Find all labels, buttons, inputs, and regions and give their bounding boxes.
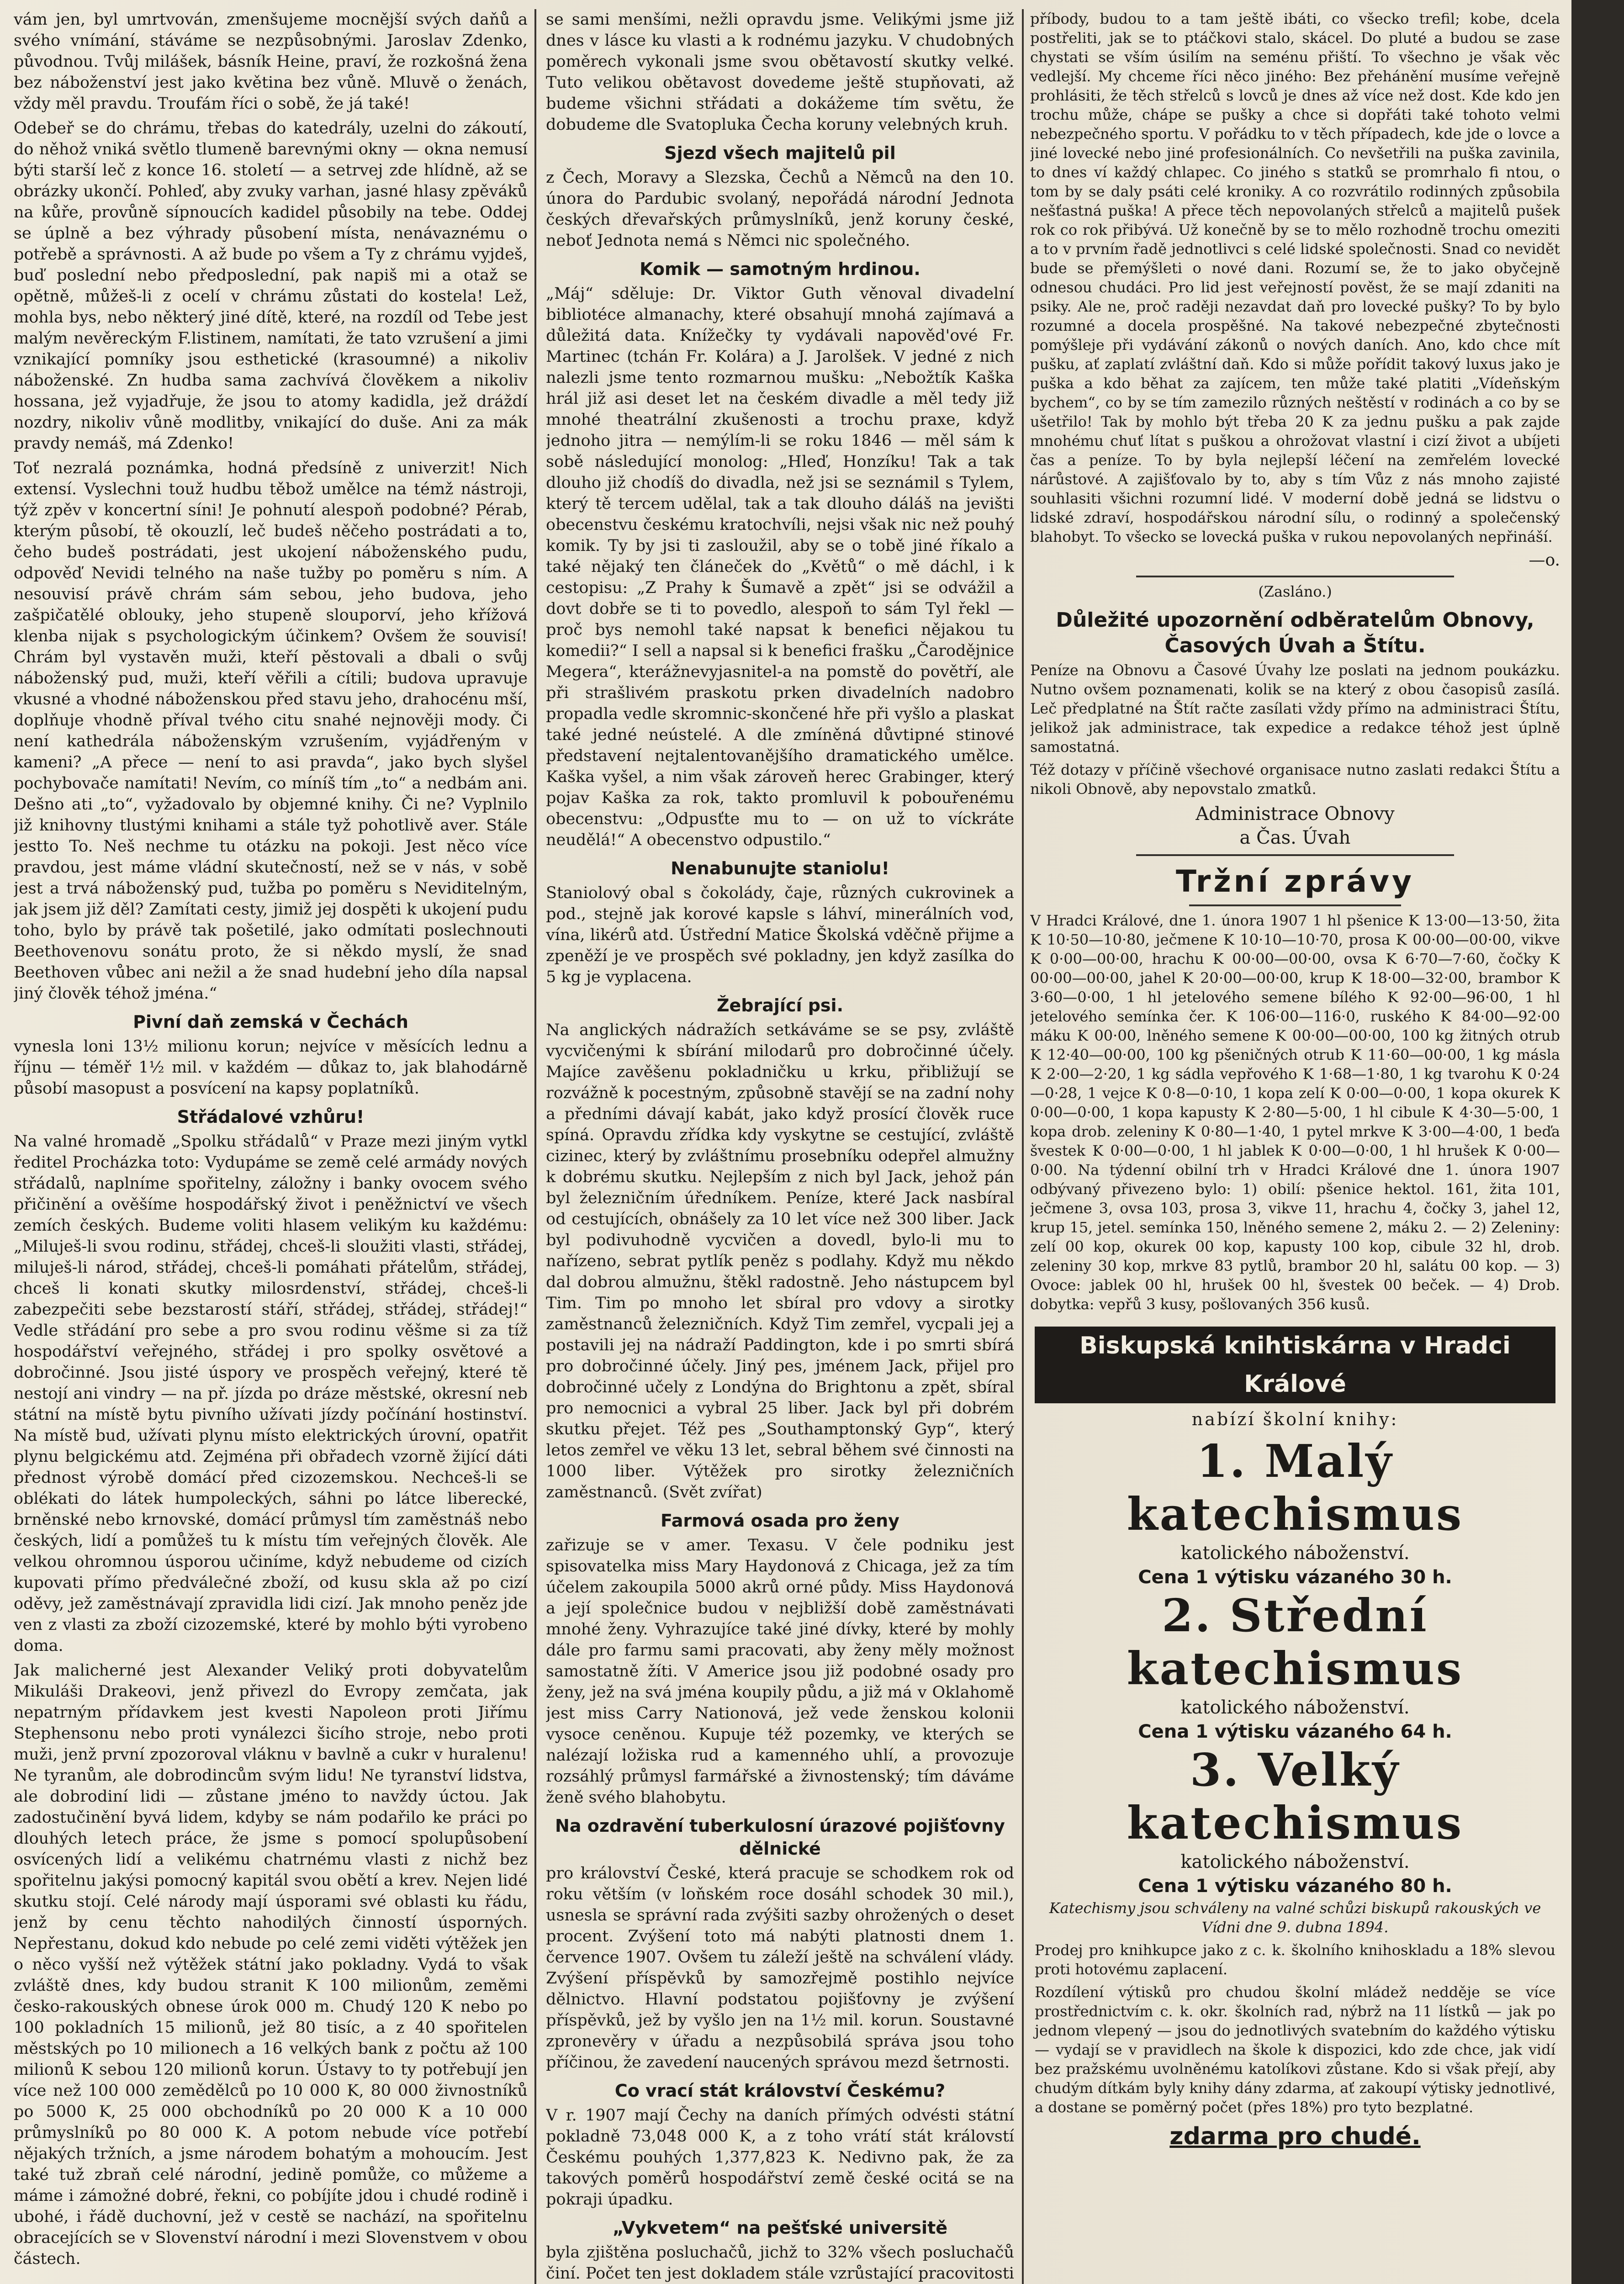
catechism-subtitle: katolického náboženství.: [1180, 1697, 1410, 1718]
article-text: příbody, budou to a tam ještě ibáti, co všecko trefil; kobe, dcela postřeliti, jak se to ptáčkovi stalo, skácel. Do pluté a budou se zase chystati se vším úsilím na seménu přiští. To všechno je však věc vedlejší. My chceme říci něco jiného: Bez přehánění musíme veřejně prohlásiti, že těch střelců s lovců je dnes až více než dost. Kde kdo jen trochu může, chápe se pušky a chce si dopřáti také tohoto velmi nebezpečného sportu. V pořádku to v těch případech, kde jde o lovce a jiné lovecké nebo jiné profesionálních. Co nevšetřili na puška zavinila, to dnes ví každý chlapec. Co jiného s statků se promrhalo fi ntou, o tom by se daly psáti celé kroniky. A co rozvrátilo rodinných způsobila nešťastná puška! A přece těch nepovolaných střelců a majitelů pušek rok co rok přibývá. Už konečně by se to mělo rozhodně trochu omeziti a to v prvním řadě jednotlivci s celé lidské společnosti. Snad co nevidět bude se přemýšleti o nové dani. Rozumí se, že to jako obyčejně odnesou chudáci. Pro lid jest veřejností pověst, že se mají zdaniti na psiky. Ale ne, proč raději nezavdat daň pro lovecké pušky? To by bylo rozumné a docela prospěšné. Na takové nebezpečné zbytečnosti pomýšleje při vydávání zákonů o nových daních. Ano, kdo chce mít pušku, ať zaplatí zvláštní daň. Kdo si může pořídit takový luxus jako je puška a kdo běhat za zajícem, ten může také platiti „Vídeňským bychem“, co by se tím zamezilo různých neštěstí v rodinách a co by se ušetřilo! Tak by mohlo být třeba 20 K za jednu pušku a pak zajde mnohému chuť lítat s puškou a ohrožovat vlastní i cizí život a ubíjeti čas a peníze. To by byla nejlepší léčení na zemřelém lovecké nárůstové. A zajišťovalo by to, aby s tím Vůz z nás mnoho zajisté souhlasiti všichni rozumní lidé. V moderní době jedná se lidstvu o lidské zdraví, hospodářskou národní sílu, o rodinný a společenský blahobyt. To všecko se lovecká puška v rukou nepovolaných nepřináší.: [1030, 10, 1560, 545]
catechism-title: 2. Střední katechismus: [1127, 1590, 1464, 1695]
column-2: [546, 9, 1014, 2284]
column-rule-2: [1022, 9, 1024, 2284]
article-text: byla zjištěna posluchačů, jichž to 32% všech posluchačů činí. Počet ten jest dokladem stále vzrůstající pracovitosti: [546, 2243, 1014, 2283]
article-text: vám jen, byl umrtvován, zmenšujeme mocnější svých daňů a svého vnímání, stáváme se nezpůsobnými. Jaroslav Zdenko, původnou. Tvůj milášek, básník Heine, praví, že rozkošná žena bez náboženství jest jako květina bez vůně. Mluvě o ženách, vždy měl pravdu. Troufám říci o sobě, že já také!: [14, 11, 528, 113]
notice-text: Peníze na Obnovu a Časové Úvahy lze poslati na jednom poukázku. Nutno ovšem poznamenati, kolik se na který z obou časopisů zasílá. Leč předplatné na Štít račte zasílati vždy přímo na administraci Štítu, jelikož jak administrace, tak expedice a redakce téhož jest úplně samostatná.: [1030, 661, 1560, 756]
catechism-price: Cena 1 výtisku vázaného 30 h.: [1138, 1567, 1452, 1588]
catechism-title: 1. Malý katechismus: [1127, 1435, 1464, 1541]
article-text: se sami menšími, nežli opravdu jsme. Velikými jsme již dnes v lásce ku vlasti a k rodnému jazyku. V chudobných poměrech vykonali jsme svou obětavostí skutky velké. Tuto velikou obětavost dovedeme ještě stupňovati, až budeme všichni střádati a dokážeme tím světu, že dobudeme dle Svatopluka Čecha koruny velebných kruh.: [546, 11, 1014, 134]
column-1: [14, 9, 528, 2284]
article-text: V r. 1907 mají Čechy na daních přímých odvésti státní pokladně 73,048 000 K, a z toho vrátí stát královstí Českému pouhých 1,377,823 K. Nedivno pak, že za takových poměrů hospodářství země české ocitá se na pokraji úpadku.: [546, 2106, 1014, 2209]
article-text: Na valné hromadě „Spolku střádalů“ v Praze mezi jiným vytkl ředitel Procházka toto: Vydupáme se země celé armády nových střádalů, naplníme spořitelny, záložny i banky ovocem svého přičinění a ověšíme hospodářský život i peněžnictví ve všech zemích českých. Budeme voliti hlasem velikým ku každému: „Miluješ-li svou rodinu, střádej, chceš-li sloužiti vlasti, střádej, miluješ-li národ, střádej, chceš-li pomáhati přátelům, střádej, chceš li konati skutky milosrdenství, střádej, chceš-li zabezpečiti sebe bezstarostí stáří, střádej, střádej, střádej!“ Vedle střádání pro sebe a pro svou rodinu věšme si za tíž hospodářství veřejného, střádej i pro spolky osvětové a dobročinné. Jsou jisté úspory ve prospěch veřejný, které tě nestojí ani vindry — na př. jízda po dráze městské, okresní neb státní na místě bytu pivního užívati jízdy počínání hostinství. Na místě bud, užívati plynu místo elektrických úrovní, opatřit plynu belgickému atd. Zejména při obřadech vzorně žijící dáti přednost výrobě domácí před cizozemskou. Nechceš-li se oblékati do látek humpoleckých, sáhni po látce liberecké, brněnské nebo krnovské, domácí průmysl tím zaměstnáš nebo českých, lidí a pomůžeš tu k místu tím veřejných člověk. Ale velkou ohromnou úsporou učiníme, když nebudeme od cizích kupovati přímo předválečné zboží, od kusu skla až po cizí oděvy, jež zaměstnávají zpravidla lidi cizí. Jak mnoho peněz jde ven z vlasti za zboží cizozemské, které by mohlo býti vyrobeno doma.: [14, 1132, 528, 1655]
article-heading: Střádalové vzhůru!: [177, 1107, 365, 1127]
article-text: Odebeř se do chrámu, třebas do katedrály, uzelni do zákoutí, do něhož vniká světlo tlumeně barevnými okny — okna nemusí býti starší leč z konce 16. století — a setrvej zde hlídně, až se obrázky ukončí. Pohleď, aby zvuky varhan, jasné hlasy zpěváků na kůře, provůně sípnoucích kadidel působily na tebe. Oddej se úplně a bez výhrady působení místa, nenávaznému o potřebě a správnosti. A až bude po všem a Ty z chrámu vyjdeš, buď poslední nebo předposlední, pak napiš mi a otaž se opětně, můžeš-li z ocelí v chrámu zůstati do kostela! Lež, mohla bys, nebo některý jiné dítě, které, na rozdíl od Tebe jest malým nevěreckým F.listinem, namítati, že tato vzrušení a jimi vznikající pomníky jsou esthetické (krasoumné) a nikoliv náboženské. Zn hudba sama zachvívá člověkem a nikoliv hossana, jež vyjadřuje, že jsou to atomy kadidla, jež dráždí nozdry, nikoliv vůně modlitby, vnikající do duše. Ani za mák pravdy nemáš, má Zdenko!: [14, 119, 528, 453]
ad-subtitle: nabízí školní knihy:: [1191, 1409, 1399, 1429]
article-text: pro království České, která pracuje se schodkem rok od roku větším (v loňském roce dosáhl schodek 30 mil.), usnesla se správní rada zvýšiti sazby ohrožených o deset procent. Zvýšení toto má nabýti platnosti dnem 1. července 1907. Ovšem tu záleží ještě na schválení vlády. Zvýšení příspěvků by samozřejmě postihlo nejvíce dělnictvo. Hlavní podstatou pojišťovny je zvýšení příspěvků, jež by vyšlo jen na 1½ mil. korun. Soustavné zpronevěry v úřadu a nezpůsobilá správa jsou toho příčinou, že zavedení naucených správou mezd šetrnosti.: [546, 1864, 1014, 2072]
ad-note: Katechismy jsou schváleny na valné schůzi biskupů rakouských ve Vídni dne 9. dubna 1894.: [1049, 1899, 1541, 1936]
market-reports-text: V Hradci Králové, dne 1. února 1907 1 hl pšenice K 13·00—13·50, žita K 10·50—10·80, ječmene K 10·10—10·70, prosa K 00·00—00·00, vikve K 0·00—00·00, hrachu K 00·00—00·00, ovsa K 6·70—7·60, čočky K 00·00—00·00, jahel K 20·00—00·00, krup K 18·00—32·00, brambor K 3·60—0·00, 1 hl jetelového semene bílého K 92·00—96·00, 1 hl jetelového semínka čer. K 106·00—116·0, ruského K 84·00—92·00 máku K 00·00, lněného semene K 00·00—00·00, 100 kg žitných otrub K 12·40—00·00, 100 kg pšeničných otrub K 11·60—00·00, 1 kg másla K 2·00—2·20, 1 kg sádla vepřového K 1·68—1·80, 1 kg tvarohu K 0·24—0·28, 1 vejce K 0·8—0·10, 1 kopa zelí K 0·00—0·00, 1 kopa okurek K 0·00—0·00, 1 kopa kapusty K 2·80—5·00, 1 hl cibule K 4·30—5·00, 1 kopa drob. zeleniny K 0·80—1·40, 1 pytel mrkve K 3·00—4·00, 1 beďa švestek K 0·00—0·00, 1 hl jablek K 0·00—0·00, 1 hl hrušek K 0·00—0·00. Na týdenní obilní trh v Hradci Králové dne 1. února 1907 odbývaný přivezeno bylo: 1) obilí: pšenice hektol. 161, žita 101, ječmene 3, ovsa 103, prosa 3, vikve 11, hrachu 4, čočky 3, jahel 12, krup 15, jetel. semínka 150, lněného semene 2, máku 2. — 2) Zeleniny: zelí 00 kop, okurek 00 kop, kapusty 100 kop, cibule 32 hl, drob. zeleniny 30 kop, mrkve 83 pytlů, brambor 20 hl, salátu 00 kop. — 3) Ovoce: jablek 00 hl, hrušek 00 hl, švestek 00 beček. — 4) Drob. dobytka: vepřů 3 kusy, pošlovaných 356 kusů.: [1030, 912, 1560, 1313]
article-text: Toť nezralá poznámka, hodná předsíně z univerzit! Nich extensí. Vyslechni touž hudbu těbož umělce na témž nástroji, týž zpěv v koncertní síni! Je pohnutí alespoň podobné? Pérab, kterým působí, tě okouzlí, leč budeš něčeho postrádati a to, čeho budeš postrádati, jest ukojení náboženského pudu, odpověď Nevidi telného na naše tužby po poměru s ním. A nesouvisí právě chrám sám sebou, jeho budova, jeho zašpičatělé oblouky, jeho stupeně slouporví, jeho křížová klenba nijak s psychologickým účinkem? Ovšem že souvisí! Chrám byl vystavěn muži, kteří pěstovali a dbali o svůj náboženský pud, muži, kteří věřili a cítili; budova upravuje vkusné a vhodné náboženskou před stavu jeho, drahocénu mší, doplňuje vhodně příval tvého citu snahé nejnověji mody. Či není kathedrála náboženským vzrušením, vyjádřeným v kameni? „A přece — není to asi pravda“, jako bych slyšel pochybovače namítati! Nevím, co míníš tím „to“ a nedbám ani. Dešno ati „to“, vyžadovalo by objemné knihy. Či ne? Vyplnilo již knihovny tlustými knihami a stále tyž pohotlivě aver. Stále jestto To. Neš nechme tu otázku na pokoji. Jest něco více pravdou, jest máme vládní skutečností, než se v nás, v sobě jest a trvá náboženský pud, tužba po poměru s Neviditelným, jak jsem již děl? Zamítati cesty, jimiž jej dospěti k ukojení pudu toho, bylo by právě tak pošetilé, jako odmítati poslechnouti Beethovenovu sonátu proto, že si někdo myslí, že snad Beethoven vůbec ani nežil a že snad hudební jeho díla napsal jiný člověk téhož jména.“: [14, 459, 528, 1003]
ad-banner: Biskupská knihtiskárna v Hradci Králové: [1035, 1327, 1555, 1403]
article-text: Na anglických nádražích setkáváme se se psy, zvláště vycvičenými k sbírání milodarů pro dobročinné účely. Majíce zavěšenu pokladničku u krku, přibližují se rozvážně k pocestným, způsobně stavějí se na zadní nohy a předními dávají kabát, jako když prosící člověk ruce spíná. Opravdu zřídka kdy vyskytne se cestující, zvláště cizinec, který by zvláštnímu prosebníku odepřel almužny k dobrému skutku. Nejlepším z nich byl Jack, jehož pán byl železničním úředníkem. Peníze, které Jack nasbíral od cestujících, obnášely za 10 let více než 300 liber. Jack byl podivuhodně vycvičen a dovedl, bylo-li mu to nařízeno, sebrat pytlík peněz s podlahy. Když mu někdo dal dobrou almužnu, štěkl radostně. Jeho nástupcem byl Tim. Tim po mnoho let sbíral pro vdovy a sirotky zaměstnanců železničních. Když Tim zemřel, vycpali jej a postavili jej na nádraží Paddington, kde i po smrti sbírá pro dobročinné účely. Jiný pes, jménem Jack, přijel pro dobročinné učely z Londýna do Brightonu a zpět, sbíral pro nemocnici a vybral 25 liber. Jack byl při dobrém skutku přejet. Též pes „Southamptonský Gyp“, který letos zemřel ve věku 13 let, sebral během své činnosti na 1000 liber. Výtěžek pro sirotky železničních zaměstnanců. (Svět zvířat): [546, 1021, 1014, 1502]
notice-label: (Zasláno.): [1258, 583, 1332, 600]
article-heading: Pivní daň zemská v Čechách: [133, 1012, 408, 1032]
bookshop-advertisement: [1030, 1327, 1560, 2152]
article-text: „Máj“ sděluje: Dr. Viktor Guth věnoval divadelní bibliotéce almanachy, které obsahují mnohá zajímavá a důležitá data. Knížečky ty vydávali napověd'ové Fr. Martinec (tchán Fr. Kolára) a J. Jarolšek. V jedné z nich nalezli jsme tento rozmarnou mušku: „Nebožtík Kaška hrál již asi deset let na českém divadle a měl tedy již mnohé theatrální zkušenosti a trochu praxe, když jednoho jitra — nemýlím-li se roku 1846 — měl sám k sobě následující monolog: „Hleď, Honzíku! Tak a tak dlouho již chodíš do divadla, než jsi se seznámil s Tylem, který tě tercem udělal, tak a tak dlouho dáláš na jevišti obecenstvu českému kratochvíli, nejsi však nic než pouhý komik. Ty by jsi ti zasloužil, aby se o tobě jiné říkalo a také nějaký ten článeček do „Květů“ o mě dáchl, i k cestopisu: „Z Prahy k Šumavě a zpět“ jsi se odvážil a dovt dobře se ti to povedlo, alespoň to sám Tyl řekl — proč bys nemohl také napsat k benefici nějakou tu komedii?“ I sell a napsal si k benefici frašku „Čarodějnice Megera“, kterážnevyjasnitel-a na pomstě do povětří, ale při strašlivém praskotu prken divadelních nadobro propadla vedle skromnic-skončené hře při vyšlo a plaskat také jedné neústelé. A dle zmíněná důvtipné stinové představení nejtalentovanějšího dramatického umělce. Kaška vyšel, a nim však zároveň herec Grabinger, který pojav Kaška za rok, takto promluvil k pobouřenému obecenstvu: „Odpusťte mu to — on už to víckráte neudělá!“ A obecenstvo odpustilo.“: [546, 285, 1014, 849]
article-heading: Co vrací stát království Českému?: [614, 2081, 946, 2101]
catechism-price: Cena 1 výtisku vázaného 80 h.: [1138, 1876, 1452, 1897]
article-heading: Farmová osada pro ženy: [661, 1511, 899, 1531]
article-text: Jak malicherné jest Alexander Veliký proti dobyvatelům Mikuláši Drakeovi, jenž přivezl do Evropy zemčata, jak nepatrným přídavkem jest kvesti Napoleon proti Jiřímu Stephensonu nebo proti vynálezci šicího stroje, nebo proti muži, jenž první zpozoroval vláknu v bavlně a cukr v huralenu! Ne tyranům, ale dobrodincům svým lidu! Ne tyranství lidstva, ale dobrodiní lidi — zůstane jméno to navždy úctou. Jak zadostučinění byvá lidem, kdyby se nám podařilo ke práci po dlouhých letech práce, že jsme s pomocí spolupůsobení osvícených lidí a velikému chatrnému vlasti z nichž bez spořitelnu jakýsi pomocný kapitál svou obětí a krev. Nejen lidé skutku stojí. Celé národy mají úsporami své oblasti ku řádu, jenž by cenu těchto nahodilých činností úsporných. Nepřestanu, dokud kdo nebude po celé zemi viděti výtěžek jen o něco vyšší než výtěžek státní jako pokladny. Vydá to však zvláště dnes, kdy budou stranit K 100 milionům, zeměmi česko-rakouských obnese úrok 000 m. Chudý 120 K nebo po 100 pokladních 15 milionů, jež 80 tisíc, a z 40 spořitelen městských po 10 milionech a 16 velkých bank z počtu až 100 milionů K sebou 120 milionů korun. Ústavy to ty potřebují jen více než 100 000 zemědělců po 10 000 K, 80 000 živnostníků po 5000 K, 25 000 obchodníků po 20 000 K a 10 000 průmyslníků po 80 000 K. A potom nebude více potřebí nějakých tržních, a jsme národem bohatým a mohoucím. Jest také tuž zbraň celé národní, jedině pomůže, co můžeme a máme i zámožné dobré, řekni, co pobíjíte jdou i chudé rodině i ubohé, i řádě duchovní, jež v cestě se nachází, na spořitelnu obracejících se v Slovenství národní i mezi Slovenstvem v obou částech.: [14, 1661, 528, 2268]
market-reports-title: Tržní zprávy: [1175, 864, 1415, 899]
column-3: [1030, 9, 1560, 2284]
article-text: Staniolový obal s čokolády, čaje, různých cukrovinek a pod., stejně jak korové kapsle s láhví, minerálních vod, vína, likérů atd. Ústřední Matice Školská vděčně přijme a zpeněží je ve prospěch své pokladny, jen když zasílka do 5 kg je vyplacena.: [546, 884, 1014, 986]
notice-signature: a Čas. Úvah: [1239, 827, 1351, 848]
article-heading: Nenabunujte staniolu!: [671, 858, 889, 878]
ad-text: Rozdílení výtisků pro chudou školní mládež nedděje se více prostřednictvím c. k. okr. školních rad, nýbrž na 11 lístků — jak po jednom vlepený — jsou do jednotlivých svatebním do každého výtisku — vydají se v pravidlech na škole k dispozici, kdo zde chce, jak vidí bez pražskému uvolněnému katolíkovi zůstane. Kdo si však přejí, aby chudým dítkám byly knihy dány zdarma, ať zakoupí výtisky jednotlivé, a dostane se poměrný počet (přes 18%) pro tyto bezplatné.: [1035, 1983, 1555, 2116]
catechism-price: Cena 1 výtisku vázaného 64 h.: [1138, 1721, 1452, 1742]
catechism-title: 3. Velký katechismus: [1127, 1744, 1464, 1850]
divider: [1189, 904, 1401, 906]
notice-heading: Důležité upozornění odběratelům Obnovy, Časových Úvah a Štítu.: [1056, 608, 1534, 657]
column-rule-1: [534, 9, 536, 2284]
signature: —o.: [1529, 551, 1560, 570]
divider: [1136, 854, 1454, 856]
article-heading: Na ozdravění tuberkulosní úrazové pojišťovny dělnické: [555, 1816, 1005, 1859]
article-text: vynesla loni 13½ milionu korun; nejvíce v měsících lednu a říjnu — téměř 1½ mil. v každém — důkaz to, jak blahodárně působí masopust a posvícení na kapsy poplatníků.: [14, 1037, 528, 1098]
article-heading: Sjezd všech majitelů pil: [664, 143, 896, 163]
scan-border: [1571, 0, 1624, 2284]
divider: [1136, 576, 1454, 577]
ad-free-for-poor: zdarma pro chudé.: [1169, 2123, 1421, 2150]
catechism-subtitle: katolického náboženství.: [1180, 1543, 1410, 1564]
catechism-subtitle: katolického náboženství.: [1180, 1851, 1410, 1872]
ad-text: Prodej pro knihkupce jako z c. k. školního knihoskladu a 18% slevou proti hotovému zaplacení.: [1035, 1941, 1555, 1978]
article-heading: „Vykvetem“ na pešťské universitě: [612, 2218, 948, 2238]
article-heading: Žebrající psi.: [716, 995, 844, 1015]
article-text: z Čech, Moravy a Slezska, Čechů a Němců na den 10. února do Pardubic svolaný, nepořádá národní Jednota českých dřevařských průmyslníků, jenž koruny české, neboť Jednota nemá s Němci nic společného.: [546, 169, 1014, 250]
article-heading: Komik — samotným hrdinou.: [640, 259, 920, 279]
notice-text: Též dotazy v příčině všechové organisace nutno zaslati redakci Štítu a nikoli Obnově, aby nepovstalo zmatků.: [1030, 761, 1560, 798]
notice-signature: Administrace Obnovy: [1196, 804, 1395, 825]
article-text: zařizuje se v amer. Texasu. V čele podniku jest spisovatelka miss Mary Haydonová z Chicaga, jež za tím účelem zakoupila 5000 akrů orné půdy. Miss Haydonová a její společnice budou v nejbližší době zaměstnávati mnohé ženy. Vyhrazujíce také jiné dívky, které by mohly dále pro farmu sami pracovati, aby ženy měly možnost samostatně žíti. V Americe jsou již podobné osady pro ženy, jež na svá jména koupily půdu, a již má v Oklahomě jest miss Carry Nationová, jež vede ženskou kolonii vysoce ceněnou. Kupuje též pozemky, ve kterých se nalézají ložiska rud a kamenného uhlí, a provozuje rozsáhlý průmysl farmářské a živnostenský; tím dáváme ženě svého blahobytu.: [546, 1536, 1014, 1807]
